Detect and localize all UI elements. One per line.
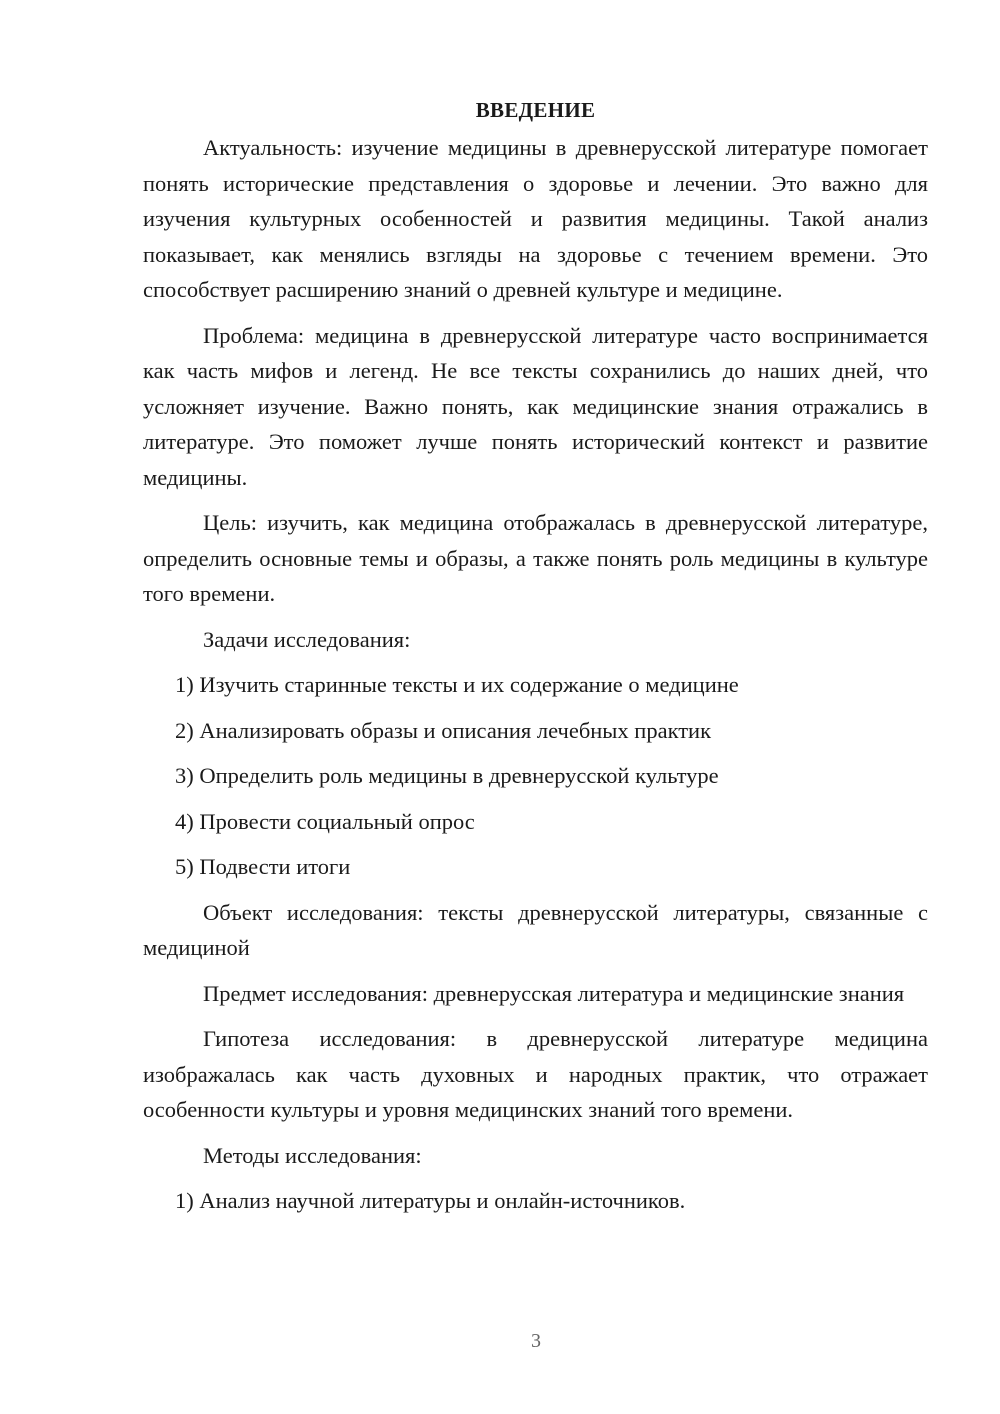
object-paragraph: Объект исследования: тексты древнерусской литературы, связанные с медициной: [143, 899, 928, 960]
page-title: ВВЕДЕНИЕ: [475, 98, 596, 122]
list-item: 1) Изучить старинные тексты и их содержание о медицине: [175, 672, 739, 697]
relevance-paragraph: Актуальность: изучение медицины в древнерусской литературе помогает понять исторические представления о здоровье и лечении. Это важно для изучения культурных особенностей и развития медицины. Такой анализ показывает, как менялись взгляды на здоровье с течением времени. Это способствует расширению знаний о древней культуре и медицине.: [143, 135, 928, 302]
hypothesis-paragraph: Гипотеза исследования: в древнерусской литературе медицина изображалась как часть духовных и народных практик, что отражает особенности культуры и уровня медицинских знаний того времени.: [143, 1026, 928, 1122]
tasks-title: Задачи исследования:: [203, 626, 411, 652]
goal-paragraph: Цель: изучить, как медицина отображалась в древнерусской литературе, определить основные темы и образы, а также понять роль медицины в культуре того времени.: [143, 510, 928, 606]
page-number: 3: [531, 1330, 541, 1352]
list-item: 3) Определить роль медицины в древнерусской культуре: [175, 763, 719, 788]
list-item: 1) Анализ научной литературы и онлайн-источников.: [175, 1188, 686, 1213]
list-item: 4) Провести социальный опрос: [175, 808, 475, 834]
methods-title: Методы исследования:: [203, 1142, 422, 1168]
subject-paragraph: Предмет исследования: древнерусская литература и медицинские знания: [203, 980, 905, 1006]
methods-list: [143, 1183, 928, 1219]
page-body: [143, 92, 928, 1229]
problem-paragraph: Проблема: медицина в древнерусской литературе часто воспринимается как часть мифов и легенд. Не все тексты сохранились до наших дней, что усложняет изучение. Важно понять, как медицинские знания отражались в литературе. Это поможет лучше понять исторический контекст и развитие медицины.: [143, 322, 928, 490]
list-item: 2) Анализировать образы и описания лечебных практик: [175, 717, 712, 743]
list-item: 5) Подвести итоги: [175, 854, 351, 879]
tasks-list: [143, 667, 928, 885]
